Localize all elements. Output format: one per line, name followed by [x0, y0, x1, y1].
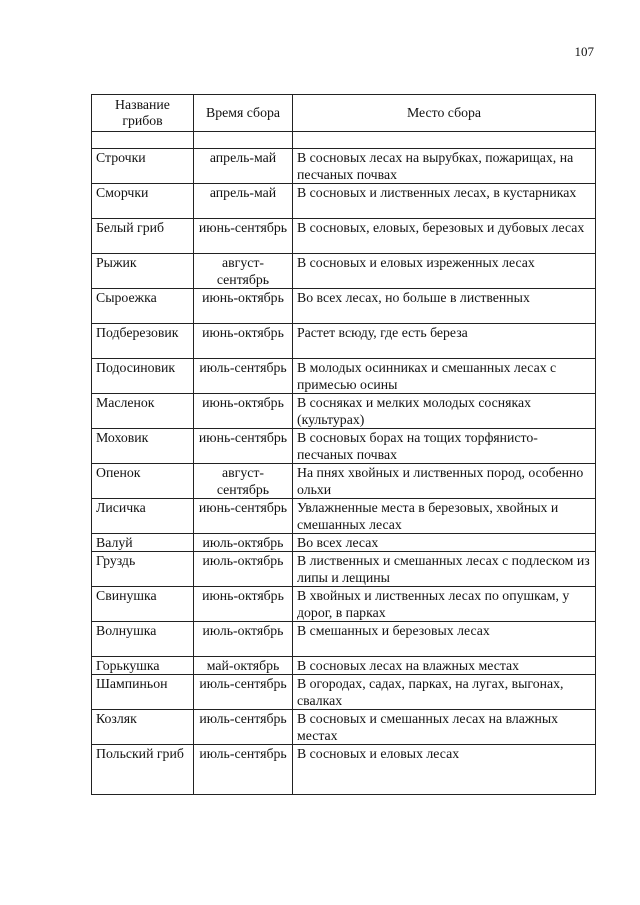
cell-time: июнь-сентябрь — [194, 499, 293, 534]
table-row — [92, 587, 596, 622]
cell-place: В лиственных и смешанных лесах с подлеском из липы и лещины — [293, 552, 596, 587]
cell-place: В сосновых, еловых, березовых и дубовых лесах — [293, 219, 596, 254]
cell-name: Горькушка — [92, 657, 194, 675]
table-row — [92, 499, 596, 534]
table-row — [92, 254, 596, 289]
cell-place: В сосновых лесах на вырубках, пожарищах, на песчаных почвах — [293, 149, 596, 184]
cell-place: В сосняках и мелких молодых сосняках (культурах) — [293, 394, 596, 429]
table-row — [92, 324, 596, 359]
cell-name: Волнушка — [92, 622, 194, 657]
cell-time: май-октябрь — [194, 657, 293, 675]
cell-place: Увлажненные места в березовых, хвойных и смешанных лесах — [293, 499, 596, 534]
cell-time: июнь-октябрь — [194, 324, 293, 359]
cell-time: июль-октябрь — [194, 552, 293, 587]
table-row — [92, 289, 596, 324]
cell-time: апрель-май — [194, 149, 293, 184]
cell-name: Свинушка — [92, 587, 194, 622]
cell-place: В огородах, садах, парках, на лугах, выгонах, свалках — [293, 675, 596, 710]
cell-name: Сморчки — [92, 184, 194, 219]
page-number: 107 — [574, 44, 594, 59]
cell-time: июль-сентябрь — [194, 710, 293, 745]
header-time: Время сбора — [194, 95, 293, 132]
header-name: Название грибов — [92, 95, 194, 132]
cell-time: июль-сентябрь — [194, 675, 293, 710]
cell-place: В хвойных и лиственных лесах по опушкам, у дорог, в парках — [293, 587, 596, 622]
cell-place: В сосновых и еловых изреженных лесах — [293, 254, 596, 289]
cell-name: Сыроежка — [92, 289, 194, 324]
cell-name: Валуй — [92, 534, 194, 552]
table-row — [92, 429, 596, 464]
cell-name: Строчки — [92, 149, 194, 184]
table-row — [92, 675, 596, 710]
cell-place: На пнях хвойных и лиственных пород, особенно ольхи — [293, 464, 596, 499]
cell-time: июль-октябрь — [194, 622, 293, 657]
table-row — [92, 552, 596, 587]
cell-place: Во всех лесах — [293, 534, 596, 552]
cell-place: Растет всюду, где есть береза — [293, 324, 596, 359]
cell-name: Подберезовик — [92, 324, 194, 359]
cell-place: В сосновых и еловых лесах — [293, 745, 596, 795]
spacer-cell — [92, 132, 194, 149]
spacer-cell — [194, 132, 293, 149]
cell-name: Груздь — [92, 552, 194, 587]
cell-time: июнь-сентябрь — [194, 429, 293, 464]
table-row — [92, 219, 596, 254]
cell-time: апрель-май — [194, 184, 293, 219]
table-spacer-row — [92, 132, 596, 149]
table-row — [92, 394, 596, 429]
cell-name: Рыжик — [92, 254, 194, 289]
cell-place: В сосновых и смешанных лесах на влажных местах — [293, 710, 596, 745]
cell-time: июнь-октябрь — [194, 587, 293, 622]
cell-time: июль-октябрь — [194, 534, 293, 552]
cell-name: Подосиновик — [92, 359, 194, 394]
table-header-row — [92, 95, 596, 132]
cell-place: В смешанных и березовых лесах — [293, 622, 596, 657]
table-row — [92, 622, 596, 657]
cell-place: Во всех лесах, но больше в лиственных — [293, 289, 596, 324]
cell-time: август-сентябрь — [194, 254, 293, 289]
cell-time: июль-сентябрь — [194, 745, 293, 795]
table-row — [92, 359, 596, 394]
table-row — [92, 657, 596, 675]
table-row — [92, 464, 596, 499]
cell-place: В сосновых борах на тощих торфянисто-песчаных почвах — [293, 429, 596, 464]
cell-place: В молодых осинниках и смешанных лесах с примесью осины — [293, 359, 596, 394]
cell-name: Масленок — [92, 394, 194, 429]
table-row — [92, 745, 596, 795]
header-place: Место сбора — [293, 95, 596, 132]
table-row — [92, 184, 596, 219]
cell-name: Польский гриб — [92, 745, 194, 795]
table-row — [92, 710, 596, 745]
cell-name: Опенок — [92, 464, 194, 499]
table-row — [92, 149, 596, 184]
mushroom-table — [91, 94, 596, 795]
cell-place: В сосновых и лиственных лесах, в кустарниках — [293, 184, 596, 219]
cell-time: август-сентябрь — [194, 464, 293, 499]
spacer-cell — [293, 132, 596, 149]
cell-time: июнь-октябрь — [194, 394, 293, 429]
cell-name: Моховик — [92, 429, 194, 464]
cell-name: Козляк — [92, 710, 194, 745]
table-row — [92, 534, 596, 552]
cell-time: июнь-сентябрь — [194, 219, 293, 254]
cell-name: Белый гриб — [92, 219, 194, 254]
cell-time: июль-сентябрь — [194, 359, 293, 394]
cell-place: В сосновых лесах на влажных местах — [293, 657, 596, 675]
cell-name: Лисичка — [92, 499, 194, 534]
cell-time: июнь-октябрь — [194, 289, 293, 324]
cell-name: Шампиньон — [92, 675, 194, 710]
